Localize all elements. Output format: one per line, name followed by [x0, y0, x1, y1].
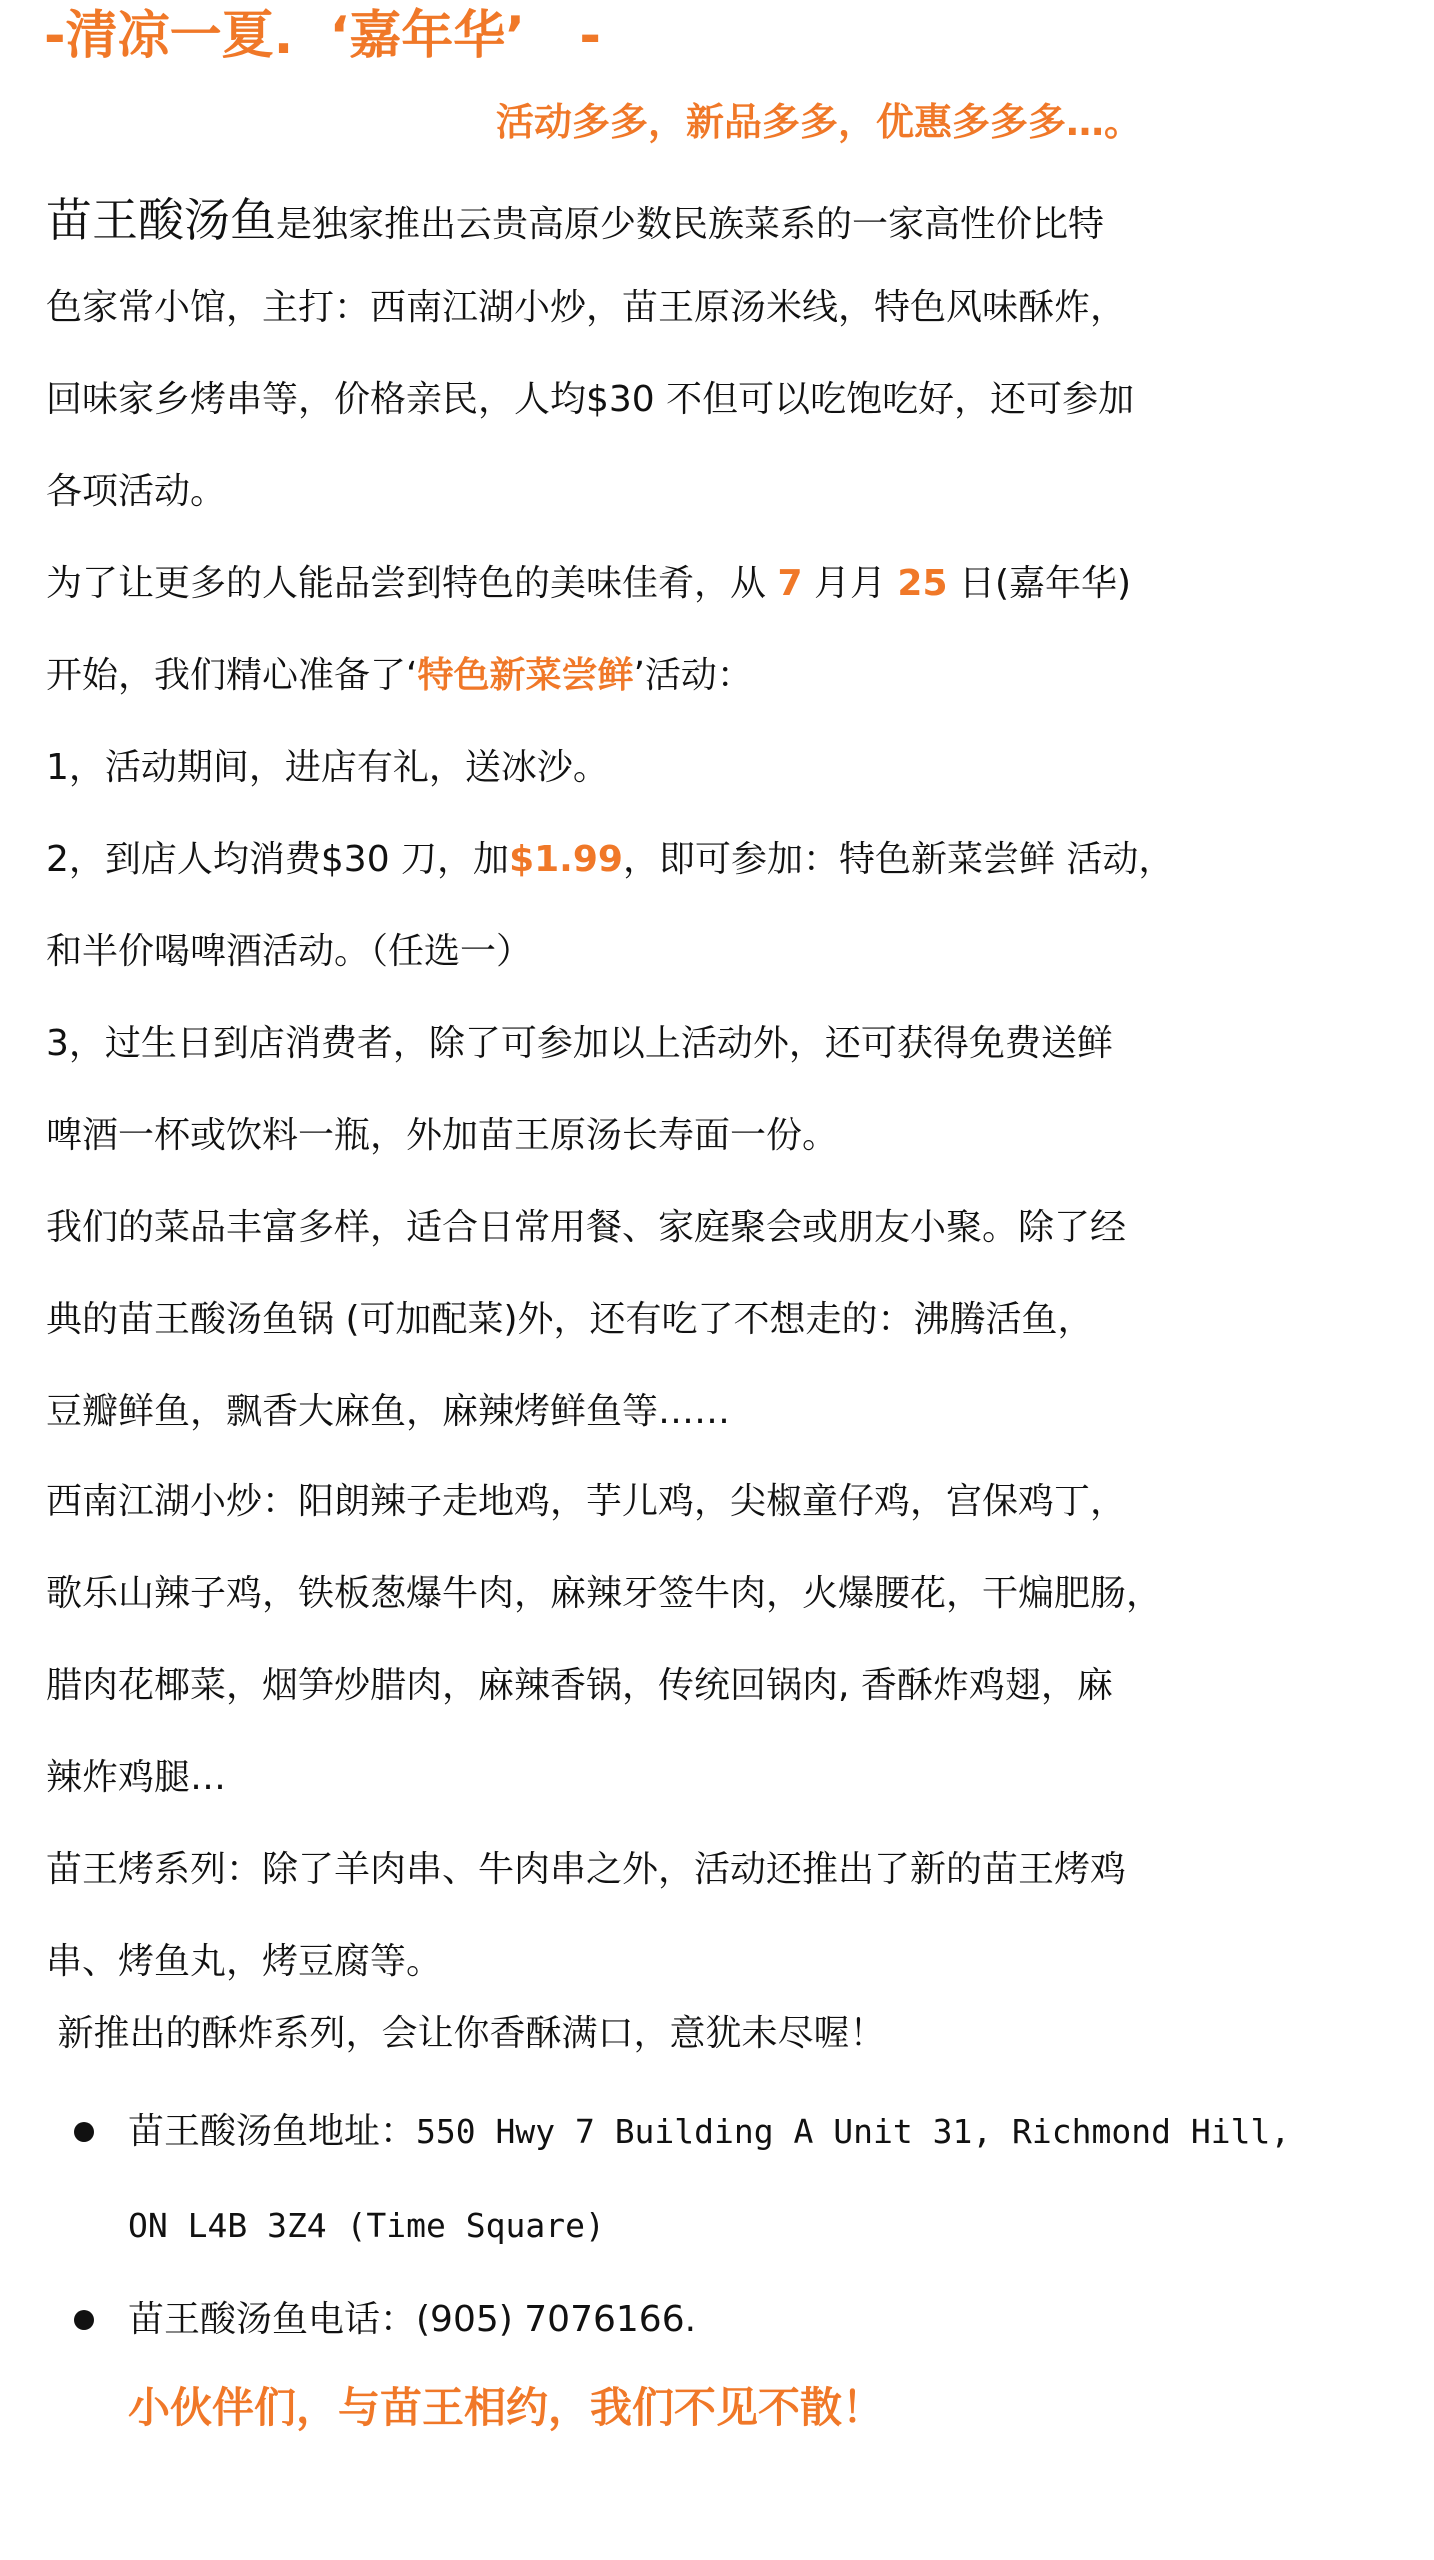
flyer-title: -清凉一夏. ‘嘉年华’ - [44, 6, 601, 66]
promo-text-e: ’活动： [633, 655, 753, 696]
intro-line-1 [46, 194, 1104, 251]
address-line [128, 2106, 1290, 2158]
menu-fish-line-2: 典的苗王酸汤鱼锅 (可加配菜)外，还有吃了不想走的：沸腾活鱼， [46, 1299, 1094, 1340]
promo-event-name: 特色新菜尝鲜 [417, 655, 634, 696]
brand-name: 苗王酸汤鱼 [46, 193, 276, 247]
promo-line-2 [46, 650, 753, 702]
rule-item-2 [46, 834, 1174, 886]
rule-item-2-cont: 和半价喝啤酒活动。（任选一） [46, 931, 533, 972]
bullet-address-icon [74, 2122, 94, 2142]
closing-slogan: 小伙伴们，与苗王相约，我们不见不散！ [128, 2383, 885, 2432]
promo-text-a: 为了让更多的人能品尝到特色的美味佳肴，从 [46, 563, 778, 604]
phone-value: (905) 7076166. [416, 2299, 697, 2340]
rule-item-3-cont: 啤酒一杯或饮料一瓶，外加苗王原汤长寿面一份。 [46, 1115, 839, 1156]
rule-item-1: 1，活动期间，进店有礼，送冰沙。 [46, 747, 609, 788]
promo-month: 7 [777, 563, 803, 604]
flyer-subtitle: 活动多多，新品多多，优惠多多多…。 [496, 100, 1143, 144]
promo-text-b: 月月 [802, 563, 898, 604]
address-value: 550 Hwy 7 Building A Unit 31, Richmond Hill, [416, 2112, 1291, 2151]
promo-day: 25 [897, 563, 948, 604]
menu-stirfry-line-3: 腊肉花椰菜，烟笋炒腊肉，麻辣香锅，传统回锅肉, 香酥炸鸡翅，麻 [46, 1665, 1113, 1706]
bullet-phone-icon [74, 2310, 94, 2330]
menu-fish-line-3: 豆瓣鲜鱼，飘香大麻鱼，麻辣烤鲜鱼等…… [46, 1391, 731, 1432]
promo-text-c: 日(嘉年华) [947, 563, 1132, 604]
promo-line-1 [46, 558, 1131, 610]
phone-line [128, 2294, 696, 2346]
menu-fried-line: 新推出的酥炸系列，会让你香酥满口，意犹未尽喔！ [46, 2013, 886, 2054]
phone-label: 苗王酸汤鱼电话： [128, 2299, 417, 2340]
intro-line-4: 各项活动。 [46, 471, 227, 512]
address-label: 苗王酸汤鱼地址： [128, 2111, 417, 2152]
intro-line-1-text: 是独家推出云贵高原少数民族菜系的一家高性价比特 [276, 204, 1105, 245]
intro-line-2: 色家常小馆，主打：西南江湖小炒，苗王原汤米线，特色风味酥炸， [46, 287, 1127, 328]
rule-item-2-text-a: 2，到店人均消费$30 刀，加 [46, 839, 510, 880]
rule-item-2-text-b: ，即可参加：特色新菜尝鲜 活动， [622, 839, 1175, 880]
intro-line-3: 回味家乡烤串等，价格亲民，人均$30 不但可以吃饱吃好，还可参加 [46, 379, 1135, 420]
menu-stirfry-line-4: 辣炸鸡腿… [46, 1757, 227, 1798]
menu-fish-line-1: 我们的菜品丰富多样，适合日常用餐、家庭聚会或朋友小聚。除了经 [46, 1207, 1127, 1248]
promo-text-d: 开始，我们精心准备了‘ [46, 655, 418, 696]
rule-item-2-price: $1.99 [509, 839, 623, 880]
address-line-2: ON L4B 3Z4 (Time Square) [128, 2206, 605, 2245]
rule-item-3: 3，过生日到店消费者，除了可参加以上活动外，还可获得免费送鲜 [46, 1023, 1113, 1064]
menu-stirfry-line-2: 歌乐山辣子鸡，铁板葱爆牛肉，麻辣牙签牛肉，火爆腰花，干煸肥肠， [46, 1573, 1163, 1614]
menu-bbq-line-1: 苗王烤系列：除了羊肉串、牛肉串之外，活动还推出了新的苗王烤鸡 [46, 1849, 1127, 1890]
menu-stirfry-line-1: 西南江湖小炒：阳朗辣子走地鸡，芋儿鸡，尖椒童仔鸡，宫保鸡丁， [46, 1481, 1127, 1522]
menu-bbq-line-2: 串、烤鱼丸，烤豆腐等。 [46, 1941, 443, 1982]
